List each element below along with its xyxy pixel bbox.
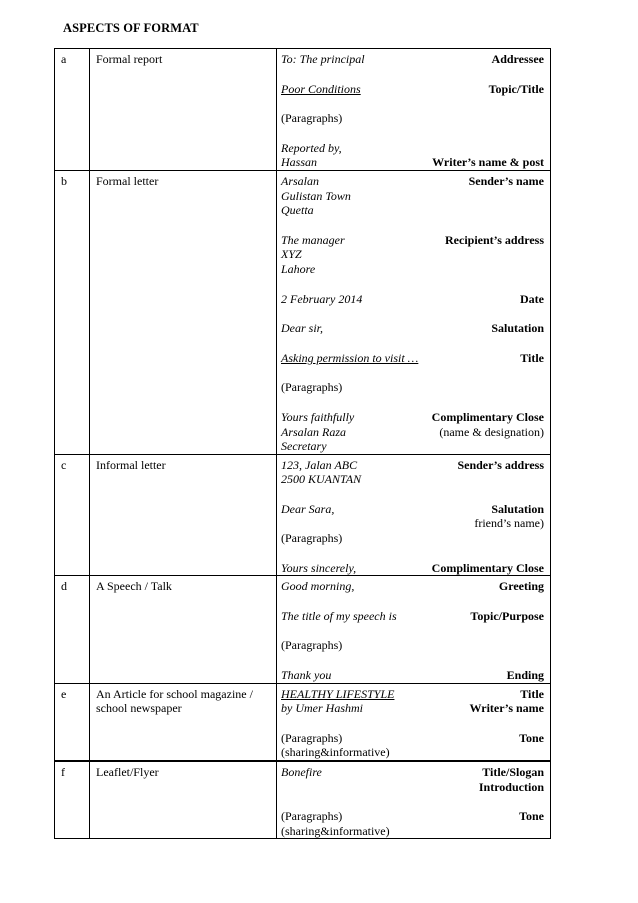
format-type: A Speech / Talk <box>90 576 277 683</box>
line-gap <box>277 336 550 351</box>
line-gap <box>277 546 550 561</box>
example-line <box>277 189 550 204</box>
aspect-label: Greeting <box>498 579 544 594</box>
format-example <box>277 576 551 683</box>
example-line <box>277 745 550 760</box>
example-text: (Paragraphs) <box>281 809 343 824</box>
example-text: (sharing&informative) <box>281 823 390 838</box>
example-text: Secretary <box>281 439 327 454</box>
example-line <box>277 351 550 366</box>
example-line <box>277 609 550 624</box>
example-text: Poor Conditions <box>281 81 361 96</box>
format-example <box>277 49 551 171</box>
aspect-label: Complimentary Close <box>431 409 544 424</box>
format-example <box>277 761 551 839</box>
aspect-label: Recipient’s address <box>445 232 544 247</box>
aspect-label: Salutation <box>491 321 544 336</box>
aspect-label: Title <box>520 350 544 365</box>
line-gap <box>277 67 550 82</box>
example-line <box>277 579 550 594</box>
row-letter: d <box>55 576 90 683</box>
example-text: Lahore <box>281 261 316 276</box>
example-line <box>277 262 550 277</box>
example-line <box>277 292 550 307</box>
example-line <box>277 233 550 248</box>
line-gap <box>277 623 550 638</box>
aspect-label: Tone <box>519 730 544 745</box>
format-table <box>54 48 551 839</box>
format-example <box>277 683 551 761</box>
aspect-label: Title/Slogan <box>482 765 544 779</box>
row-letter: f <box>55 761 90 839</box>
example-text: (Paragraphs) <box>281 111 343 126</box>
aspect-label: (name & designation) <box>439 424 544 439</box>
example-text: Quetta <box>281 203 314 218</box>
aspect-label: Writer’s name & post <box>432 155 544 170</box>
aspect-label: Topic/Title <box>488 81 544 96</box>
example-line <box>277 731 550 746</box>
example-text: XYZ <box>281 247 302 262</box>
aspect-label: Ending <box>506 668 544 683</box>
format-example <box>277 454 551 576</box>
aspect-label: Tone <box>519 809 544 824</box>
example-text: 123, Jalan ABC <box>281 457 358 472</box>
example-text: by Umer Hashmi <box>281 701 363 716</box>
example-text: 2 February 2014 <box>281 291 363 306</box>
example-text: Yours faithfully <box>281 409 355 424</box>
example-text: Dear sir, <box>281 321 324 336</box>
example-line <box>277 824 550 839</box>
example-line <box>277 809 550 824</box>
example-line <box>277 174 550 189</box>
example-line <box>277 765 550 780</box>
example-text: Thank you <box>281 668 332 683</box>
example-text: The manager <box>281 232 345 247</box>
example-text: Reported by, <box>281 140 342 155</box>
example-line <box>277 458 550 473</box>
row-letter: a <box>55 49 90 171</box>
page-title: ASPECTS OF FORMAT <box>63 21 199 35</box>
format-row <box>55 454 551 576</box>
line-gap <box>277 96 550 111</box>
example-text: Arsalan Raza <box>281 424 347 439</box>
format-row <box>55 170 551 454</box>
example-line <box>277 410 550 425</box>
line-gap <box>277 306 550 321</box>
example-line <box>277 687 550 702</box>
aspect-label: Complimentary Close <box>431 560 544 575</box>
aspect-label: friend’s name) <box>474 516 544 531</box>
example-line <box>277 203 550 218</box>
format-type: An Article for school magazine / school newspaper <box>90 683 277 761</box>
example-line <box>277 439 550 454</box>
format-type: Formal letter <box>90 170 277 454</box>
format-type: Informal letter <box>90 454 277 576</box>
example-text: HEALTHY LIFESTYLE <box>281 686 395 701</box>
format-type: Formal report <box>90 49 277 171</box>
format-type: Leaflet/Flyer <box>90 761 277 839</box>
example-text: Yours sincerely, <box>281 560 357 575</box>
row-letter: c <box>55 454 90 576</box>
example-text: Good morning, <box>281 579 355 594</box>
example-line <box>277 141 550 156</box>
example-line <box>277 531 550 546</box>
aspect-label: Addressee <box>491 52 544 66</box>
example-text: Hassan <box>281 155 318 170</box>
example-text: (Paragraphs) <box>281 380 343 395</box>
example-line <box>277 502 550 517</box>
example-text: Dear Sara, <box>281 501 335 516</box>
example-line <box>277 380 550 395</box>
row-letter: e <box>55 683 90 761</box>
example-line <box>277 561 550 576</box>
example-line <box>277 82 550 97</box>
example-line <box>277 321 550 336</box>
aspect-label: Sender’s name <box>468 173 544 188</box>
example-text: (Paragraphs) <box>281 638 343 653</box>
line-gap <box>277 395 550 410</box>
example-line <box>277 247 550 262</box>
line-gap <box>277 218 550 233</box>
example-text: Asking permission to visit … <box>281 350 419 365</box>
example-line <box>277 516 550 531</box>
example-text: Gulistan Town <box>281 188 351 203</box>
example-line <box>277 425 550 440</box>
example-text: 2500 KUANTAN <box>281 472 362 487</box>
line-gap <box>277 653 550 668</box>
example-line <box>277 638 550 653</box>
example-line <box>277 701 550 716</box>
example-text: Arsalan <box>281 173 320 188</box>
example-text: Bonefire <box>281 765 322 779</box>
line-gap <box>277 365 550 380</box>
example-text: To: The principal <box>281 52 365 66</box>
aspect-label: Title <box>520 686 544 701</box>
example-text: (Paragraphs) <box>281 730 343 745</box>
aspect-label: Date <box>520 291 544 306</box>
line-gap <box>277 277 550 292</box>
example-line <box>277 472 550 487</box>
example-line <box>277 155 550 170</box>
line-gap <box>277 794 550 809</box>
example-line <box>277 668 550 683</box>
row-letter: b <box>55 170 90 454</box>
line-gap <box>277 126 550 141</box>
aspect-label: Introduction <box>478 779 544 794</box>
example-line <box>277 52 550 67</box>
line-gap <box>277 487 550 502</box>
format-row <box>55 49 551 171</box>
format-example <box>277 170 551 454</box>
format-row <box>55 576 551 683</box>
line-gap <box>277 716 550 731</box>
aspect-label: Writer’s name <box>469 701 544 716</box>
example-text: (sharing&informative) <box>281 745 390 760</box>
line-gap <box>277 594 550 609</box>
example-text: The title of my speech is <box>281 608 397 623</box>
example-text: (Paragraphs) <box>281 531 343 546</box>
aspect-label: Topic/Purpose <box>470 608 544 623</box>
format-row <box>55 683 551 761</box>
format-row <box>55 761 551 839</box>
aspect-label: Sender’s address <box>457 457 544 472</box>
example-line <box>277 111 550 126</box>
example-line <box>277 780 550 795</box>
aspect-label: Salutation <box>491 501 544 516</box>
